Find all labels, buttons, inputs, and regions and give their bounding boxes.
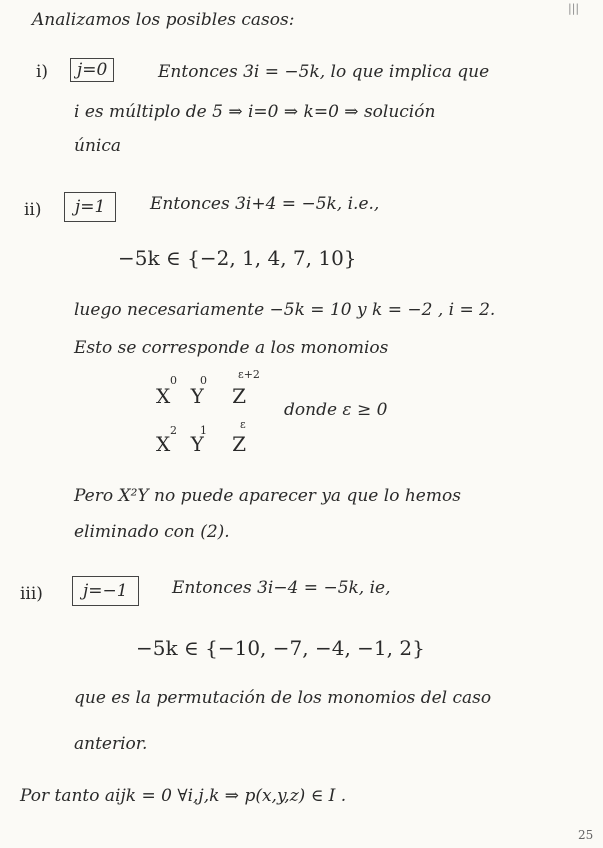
monomial-2 [156, 418, 276, 462]
mono2-xexp: 2 [170, 424, 177, 437]
mono1-y: Y [190, 384, 204, 408]
mono2-x: X [156, 432, 171, 456]
case2-box: j=1 [64, 192, 116, 222]
mono1-z: Z [232, 384, 247, 408]
mono2-z: Z [232, 432, 247, 456]
mono1-x: X [156, 384, 171, 408]
mono1-zexp: ε+2 [238, 368, 260, 381]
case3-box-wrap [72, 576, 139, 606]
case2-where: donde ε ≥ 0 [284, 400, 388, 420]
case2-line8: eliminado con (2). [74, 522, 230, 542]
case3-line3: que es la permutación de los monomios del caso [74, 688, 492, 708]
case1-label: i) [36, 62, 49, 82]
case2-label: ii) [24, 200, 42, 220]
case1-box-wrap [70, 58, 114, 82]
mono2-zexp: ε [240, 418, 246, 431]
case2-set: −5k ∈ {−2, 1, 4, 7, 10} [118, 246, 357, 270]
case2-line7: Pero X²Y no puede aparecer ya que lo hemos [74, 486, 461, 506]
mono1-yexp: 0 [200, 374, 207, 387]
case2-line4: Esto se corresponde a los monomios [74, 338, 389, 358]
case1-line2: i es múltiplo de 5 ⇒ i=0 ⇒ k=0 ⇒ solución [74, 102, 436, 122]
monomial-1 [156, 368, 276, 414]
corner-mark: ||| [568, 2, 580, 15]
case2-line1: Entonces 3i+4 = −5k, i.e., [150, 194, 380, 214]
case1-line1: Entonces 3i = −5k, lo que implica que [158, 62, 490, 82]
case3-line1: Entonces 3i−4 = −5k, ie, [172, 578, 391, 598]
page-number: 25 [578, 828, 594, 842]
case3-label: iii) [20, 584, 43, 604]
case1-box: j=0 [70, 58, 114, 82]
mono2-yexp: 1 [200, 424, 207, 437]
case2-box-wrap [64, 192, 116, 222]
mono2-y: Y [190, 432, 204, 456]
header-text: Analizamos los posibles casos: [32, 10, 295, 30]
case3-set: −5k ∈ {−10, −7, −4, −1, 2} [136, 636, 425, 660]
case2-line3: luego necesariamente −5k = 10 y k = −2 , i = 2. [74, 300, 496, 320]
conclusion: Por tanto aijk = 0 ∀i,j,k ⇒ p(x,y,z) ∈ I . [20, 786, 347, 806]
case1-line3: única [74, 136, 121, 156]
case3-line4: anterior. [74, 734, 148, 754]
mono1-xexp: 0 [170, 374, 177, 387]
case3-box: j=−1 [72, 576, 139, 606]
